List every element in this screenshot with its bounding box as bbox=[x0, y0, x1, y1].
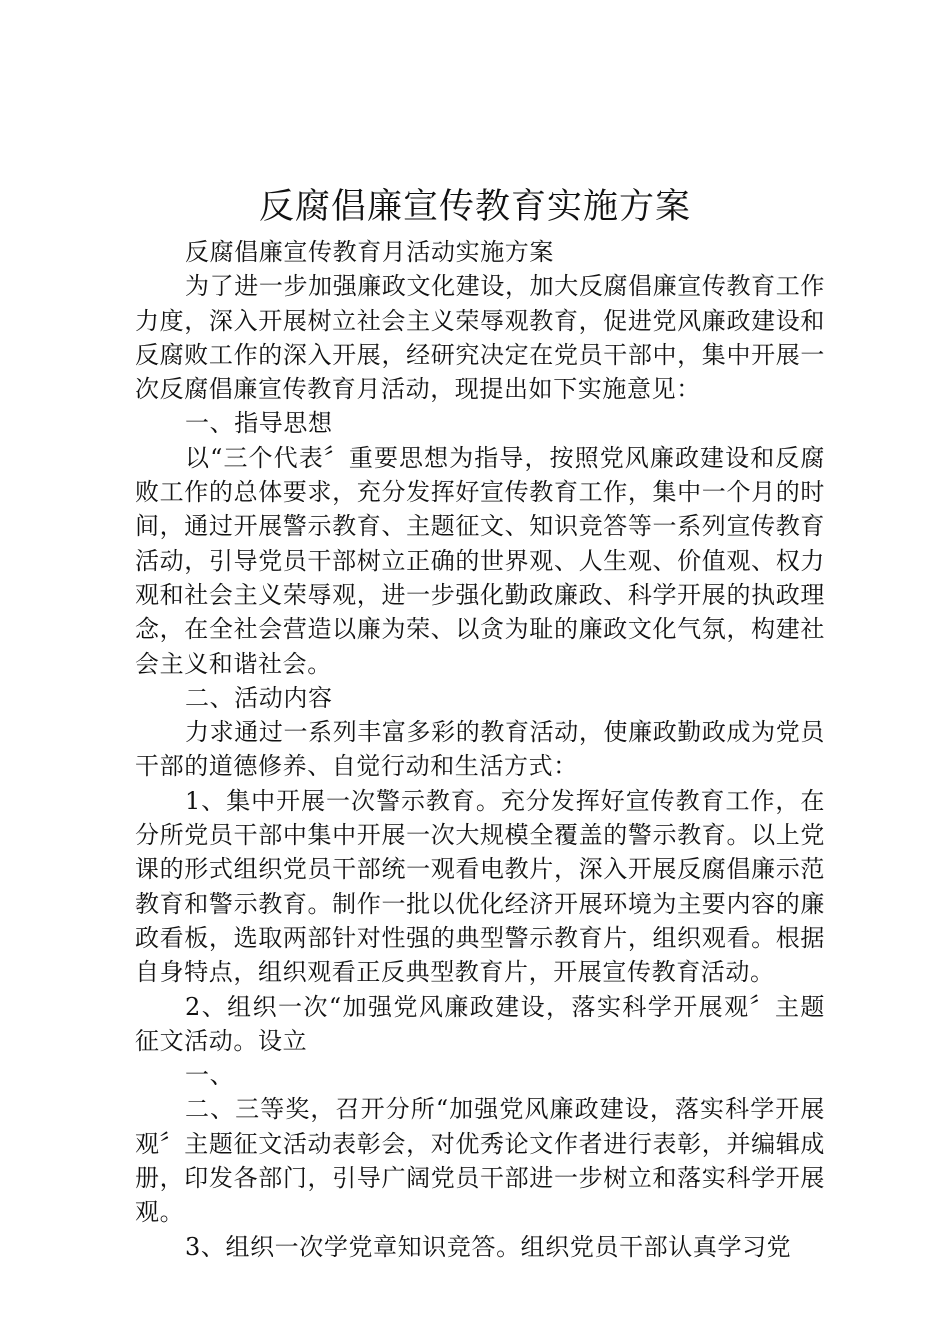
activity-content-paragraph: 力求通过一系列丰富多彩的教育活动，使廉政勤政成为党员干部的道德修养、自觉行动和生活方式： bbox=[135, 718, 825, 781]
section-heading-guiding-thought: 一、指导思想 bbox=[185, 409, 333, 438]
document-title: 反腐倡廉宣传教育实施方案 bbox=[258, 187, 691, 227]
awards-paragraph: 二、三等奖，召开分所“加强党风廉政建设，落实科学开展观〞主题征文活动表彰会，对优秀论文作者进行表彰，并编辑成册，印发各部门，引导广阔党员干部进一步树立和落实科学开展观。 bbox=[135, 1095, 825, 1227]
item-3-paragraph: 3、组织一次学党章知识竞答。组织党员干部认真学习党 bbox=[185, 1232, 792, 1261]
item-1-paragraph: 1、集中开展一次警示教育。充分发挥好宣传教育工作，在分所党员干部中集中开展一次大规模全覆盖的警示教育。以上党课的形式组织党员干部统一观看电教片，深入开展反腐倡廉示范教育和警示教育。制作一批以优化经济开展环境为主要内容的廉政看板，选取两部针对性强的典型警示教育片，组织观看。根据自身特点，组织观看正反典型教育片，开展宣传教育活动。 bbox=[135, 786, 825, 987]
section-heading-activity-content: 二、活动内容 bbox=[185, 683, 333, 712]
item-2-paragraph: 2、组织一次“加强党风廉政建设，落实科学开展观〞主题征文活动。设立 bbox=[135, 992, 825, 1055]
guiding-thought-paragraph: 以“三个代表〞重要思想为指导，按照党风廉政建设和反腐败工作的总体要求，充分发挥好宣传教育工作，集中一个月的时间，通过开展警示教育、主题征文、知识竞答等一系列宣传教育活动，引导党员干部树立正确的世界观、人生观、价值观、权力观和社会主义荣辱观，进一步强化勤政廉政、科学开展的执政理念，在全社会营造以廉为荣、以贪为耻的廉政文化气氛，构建社会主义和谐社会。 bbox=[135, 443, 825, 678]
fragment-paragraph: 一、 bbox=[185, 1061, 235, 1090]
subtitle-paragraph: 反腐倡廉宣传教育月活动实施方案 bbox=[185, 238, 554, 266]
document-body bbox=[135, 235, 825, 1264]
intro-paragraph: 为了进一步加强廉政文化建设，加大反腐倡廉宣传教育工作力度，深入开展树立社会主义荣辱观教育，促进党风廉政建设和反腐败工作的深入开展，经研究决定在党员干部中，集中开展一次反腐倡廉宣传教育月活动，现提出如下实施意见： bbox=[135, 272, 825, 404]
